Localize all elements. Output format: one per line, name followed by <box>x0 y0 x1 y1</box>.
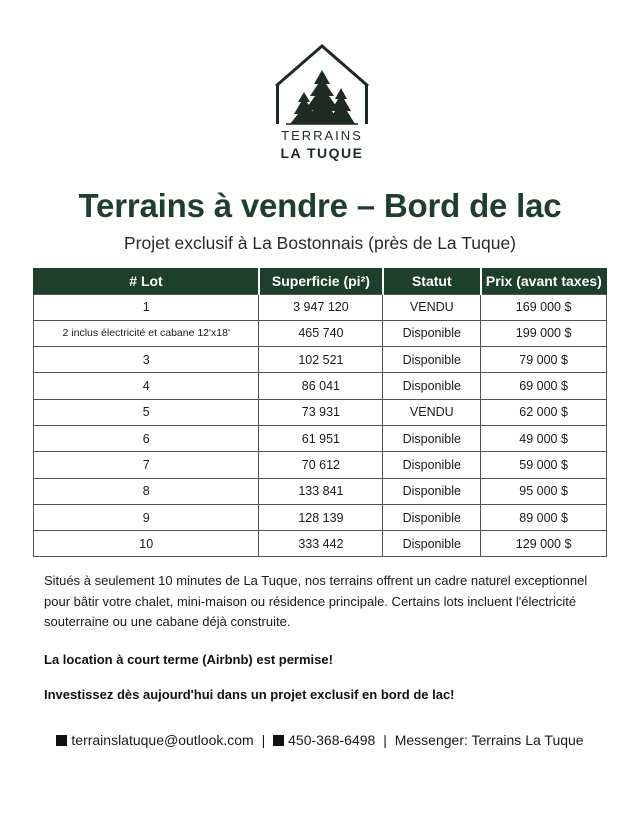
lot-area: 128 139 <box>259 504 383 530</box>
lot-status: Disponible <box>383 531 481 557</box>
lot-area: 3 947 120 <box>259 294 383 320</box>
table-header-row <box>34 268 607 294</box>
lot-number: 4 <box>34 373 259 399</box>
lot-area: 86 041 <box>259 373 383 399</box>
house-with-pine-trees-icon <box>272 44 372 128</box>
lot-area: 133 841 <box>259 478 383 504</box>
lot-status: VENDU <box>383 399 481 425</box>
table-row <box>34 478 607 504</box>
lot-price: 79 000 $ <box>481 347 607 373</box>
logo <box>272 44 372 164</box>
table-row <box>34 425 607 451</box>
lot-number: 6 <box>34 425 259 451</box>
lot-area: 70 612 <box>259 452 383 478</box>
lot-number: 1 <box>34 294 259 320</box>
table-row <box>34 504 607 530</box>
call-to-action: Investissez dès aujourd'hui dans un projet exclusif en bord de lac! <box>44 687 455 702</box>
lot-price: 169 000 $ <box>481 294 607 320</box>
lot-status: Disponible <box>383 504 481 530</box>
lot-status: Disponible <box>383 320 481 346</box>
lot-status: Disponible <box>383 347 481 373</box>
table-row <box>34 347 607 373</box>
table-row <box>34 320 607 346</box>
lot-status: Disponible <box>383 425 481 451</box>
lot-area: 73 931 <box>259 399 383 425</box>
lot-number: 9 <box>34 504 259 530</box>
lot-number: 3 <box>34 347 259 373</box>
header-price: Prix (avant taxes) <box>481 268 607 294</box>
lot-price: 89 000 $ <box>481 504 607 530</box>
lot-price: 129 000 $ <box>481 531 607 557</box>
table-row <box>34 373 607 399</box>
lot-price: 95 000 $ <box>481 478 607 504</box>
table-row <box>34 531 607 557</box>
lot-status: Disponible <box>383 373 481 399</box>
table-row <box>34 452 607 478</box>
header-lot: # Lot <box>34 268 259 294</box>
description-paragraph: Situés à seulement 10 minutes de La Tuque, nos terrains offrent un cadre naturel exceptionnel pour bâtir votre chalet, mini-maison ou résidence principale. Certains lots incluent l'électricité souterraine ou une cabane déjà construite. <box>44 573 588 629</box>
logo-text-terrains: TERRAINS <box>281 128 363 143</box>
lot-area: 465 740 <box>259 320 383 346</box>
lot-price: 49 000 $ <box>481 425 607 451</box>
lot-status: Disponible <box>383 478 481 504</box>
lot-price: 199 000 $ <box>481 320 607 346</box>
header-area: Superficie (pi²) <box>259 268 383 294</box>
airbnb-notice: La location à court terme (Airbnb) est permise! <box>44 652 333 667</box>
table-row <box>34 294 607 320</box>
logo-text-la-tuque: LA TUQUE <box>280 145 364 161</box>
lot-area: 102 521 <box>259 347 383 373</box>
lot-status: VENDU <box>383 294 481 320</box>
lot-area: 333 442 <box>259 531 383 557</box>
lot-number: 5 <box>34 399 259 425</box>
square-bullet-icon <box>273 735 284 746</box>
separator: | <box>261 732 266 748</box>
lot-area: 61 951 <box>259 425 383 451</box>
lot-number: 2 inclus électricité et cabane 12'x18' <box>34 320 259 346</box>
lot-price: 62 000 $ <box>481 399 607 425</box>
lot-price: 59 000 $ <box>481 452 607 478</box>
contact-email[interactable]: terrainslatuque@outlook.com <box>71 732 254 748</box>
contact-phone[interactable]: 450-368-6498 <box>288 732 376 748</box>
header-status: Statut <box>383 268 481 294</box>
lot-price: 69 000 $ <box>481 373 607 399</box>
page-title: Terrains à vendre – Bord de lac <box>78 187 562 224</box>
square-bullet-icon <box>56 735 67 746</box>
contact-messenger[interactable]: Messenger: Terrains La Tuque <box>394 732 584 748</box>
contact-footer <box>0 732 640 748</box>
lots-table <box>33 268 607 557</box>
separator: | <box>383 732 387 748</box>
lot-number: 10 <box>34 531 259 557</box>
lot-number: 8 <box>34 478 259 504</box>
lot-status: Disponible <box>383 452 481 478</box>
lot-number: 7 <box>34 452 259 478</box>
page-subtitle: Projet exclusif à La Bostonnais (près de La Tuque) <box>123 233 517 253</box>
table-row <box>34 399 607 425</box>
